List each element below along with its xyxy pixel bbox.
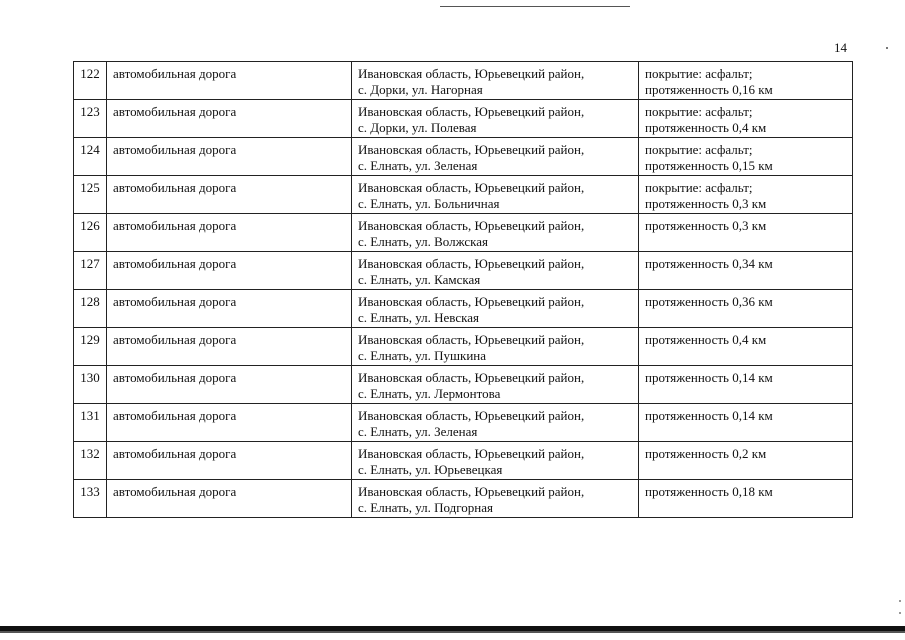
row-number-cell	[74, 366, 107, 404]
object-address: Ивановская область, Юрьевецкий район,	[358, 294, 585, 309]
row-number: 126	[80, 218, 100, 233]
object-address: Ивановская область, Юрьевецкий район,	[358, 104, 585, 119]
object-name: автомобильная дорога	[113, 370, 237, 385]
object-name: автомобильная дорога	[113, 484, 237, 499]
row-number: 131	[80, 408, 100, 423]
object-name: автомобильная дорога	[113, 218, 237, 233]
object-address-cell	[352, 138, 639, 176]
object-address: с. Елнать, ул. Зеленая	[358, 158, 478, 173]
object-name-cell	[107, 100, 352, 138]
object-description: протяженность 0,14 км	[645, 408, 773, 423]
scan-speck	[899, 600, 901, 602]
object-address-cell	[352, 100, 639, 138]
top-rule	[440, 6, 630, 7]
page-number: 14	[834, 40, 847, 55]
object-name: автомобильная дорога	[113, 66, 237, 81]
object-description: протяженность 0,18 км	[645, 484, 773, 499]
object-description: протяженность 0,4 км	[645, 120, 767, 135]
object-description-cell	[639, 442, 853, 480]
object-address-cell	[352, 480, 639, 518]
row-number-cell	[74, 252, 107, 290]
row-number: 127	[80, 256, 100, 271]
object-name-cell	[107, 252, 352, 290]
object-description-cell	[639, 138, 853, 176]
table-row	[74, 138, 853, 176]
scan-bottom-edge-shadow	[0, 631, 905, 633]
object-description-cell	[639, 290, 853, 328]
table-row	[74, 100, 853, 138]
object-name: автомобильная дорога	[113, 332, 237, 347]
table-row	[74, 442, 853, 480]
object-description: покрытие: асфальт;	[645, 180, 753, 195]
object-address: с. Елнать, ул. Невская	[358, 310, 479, 325]
object-address: с. Елнать, ул. Камская	[358, 272, 481, 287]
object-name: автомобильная дорога	[113, 256, 237, 271]
row-number: 133	[80, 484, 100, 499]
object-description: протяженность 0,14 км	[645, 370, 773, 385]
object-address-cell	[352, 290, 639, 328]
object-address: Ивановская область, Юрьевецкий район,	[358, 446, 585, 461]
object-description: покрытие: асфальт;	[645, 142, 753, 157]
table-row	[74, 252, 853, 290]
object-name-cell	[107, 442, 352, 480]
object-description: протяженность 0,34 км	[645, 256, 773, 271]
object-description: протяженность 0,4 км	[645, 332, 767, 347]
object-address: с. Елнать, ул. Лермонтова	[358, 386, 501, 401]
row-number-cell	[74, 100, 107, 138]
object-description: покрытие: асфальт;	[645, 104, 753, 119]
object-address-cell	[352, 214, 639, 252]
object-name: автомобильная дорога	[113, 446, 237, 461]
row-number: 122	[80, 66, 100, 81]
row-number-cell	[74, 404, 107, 442]
object-description-cell	[639, 214, 853, 252]
table-row	[74, 62, 853, 100]
object-name-cell	[107, 366, 352, 404]
scan-speck	[886, 47, 888, 49]
row-number-cell	[74, 480, 107, 518]
row-number: 124	[80, 142, 100, 157]
object-description: протяженность 0,3 км	[645, 196, 767, 211]
object-name-cell	[107, 290, 352, 328]
row-number: 132	[80, 446, 100, 461]
object-address: с. Елнать, ул. Пушкина	[358, 348, 487, 363]
object-description-cell	[639, 480, 853, 518]
object-description: протяженность 0,36 км	[645, 294, 773, 309]
row-number-cell	[74, 214, 107, 252]
object-description-cell	[639, 252, 853, 290]
object-address-cell	[352, 252, 639, 290]
object-name-cell	[107, 62, 352, 100]
object-address-cell	[352, 328, 639, 366]
object-address: Ивановская область, Юрьевецкий район,	[358, 408, 585, 423]
object-name-cell	[107, 404, 352, 442]
object-address: с. Елнать, ул. Юрьевецкая	[358, 462, 503, 477]
object-address-cell	[352, 176, 639, 214]
table-row	[74, 366, 853, 404]
object-address: Ивановская область, Юрьевецкий район,	[358, 218, 585, 233]
table-row	[74, 480, 853, 518]
roads-table	[73, 61, 853, 518]
row-number: 123	[80, 104, 100, 119]
row-number-cell	[74, 290, 107, 328]
row-number: 129	[80, 332, 100, 347]
object-name: автомобильная дорога	[113, 142, 237, 157]
row-number: 125	[80, 180, 100, 195]
object-address: Ивановская область, Юрьевецкий район,	[358, 484, 585, 499]
object-description: покрытие: асфальт;	[645, 66, 753, 81]
object-description-cell	[639, 176, 853, 214]
table-row	[74, 214, 853, 252]
object-description: протяженность 0,15 км	[645, 158, 773, 173]
row-number-cell	[74, 62, 107, 100]
object-address: Ивановская область, Юрьевецкий район,	[358, 66, 585, 81]
object-address-cell	[352, 404, 639, 442]
object-address: Ивановская область, Юрьевецкий район,	[358, 180, 585, 195]
object-description-cell	[639, 328, 853, 366]
object-address: с. Елнать, ул. Больничная	[358, 196, 500, 211]
object-address: с. Елнать, ул. Волжская	[358, 234, 488, 249]
row-number-cell	[74, 442, 107, 480]
object-address: Ивановская область, Юрьевецкий район,	[358, 256, 585, 271]
row-number: 130	[80, 370, 100, 385]
table-row	[74, 176, 853, 214]
object-address: с. Дорки, ул. Полевая	[358, 120, 477, 135]
object-name: автомобильная дорога	[113, 294, 237, 309]
object-address-cell	[352, 62, 639, 100]
row-number-cell	[74, 328, 107, 366]
object-description-cell	[639, 100, 853, 138]
object-description: протяженность 0,2 км	[645, 446, 767, 461]
table-row	[74, 290, 853, 328]
object-name: автомобильная дорога	[113, 104, 237, 119]
object-name-cell	[107, 480, 352, 518]
object-address: с. Елнать, ул. Подгорная	[358, 500, 493, 515]
object-description-cell	[639, 366, 853, 404]
object-address: Ивановская область, Юрьевецкий район,	[358, 370, 585, 385]
object-name-cell	[107, 138, 352, 176]
row-number: 128	[80, 294, 100, 309]
object-name: автомобильная дорога	[113, 408, 237, 423]
object-address: с. Елнать, ул. Зеленая	[358, 424, 478, 439]
object-description-cell	[639, 62, 853, 100]
table-row	[74, 328, 853, 366]
row-number-cell	[74, 138, 107, 176]
scan-speck	[899, 612, 901, 614]
row-number-cell	[74, 176, 107, 214]
object-name-cell	[107, 214, 352, 252]
object-name-cell	[107, 328, 352, 366]
object-address-cell	[352, 366, 639, 404]
object-address: Ивановская область, Юрьевецкий район,	[358, 332, 585, 347]
object-address: Ивановская область, Юрьевецкий район,	[358, 142, 585, 157]
object-name: автомобильная дорога	[113, 180, 237, 195]
object-name-cell	[107, 176, 352, 214]
object-description: протяженность 0,16 км	[645, 82, 773, 97]
object-description-cell	[639, 404, 853, 442]
object-description: протяженность 0,3 км	[645, 218, 767, 233]
object-address-cell	[352, 442, 639, 480]
object-address: с. Дорки, ул. Нагорная	[358, 82, 483, 97]
table-row	[74, 404, 853, 442]
